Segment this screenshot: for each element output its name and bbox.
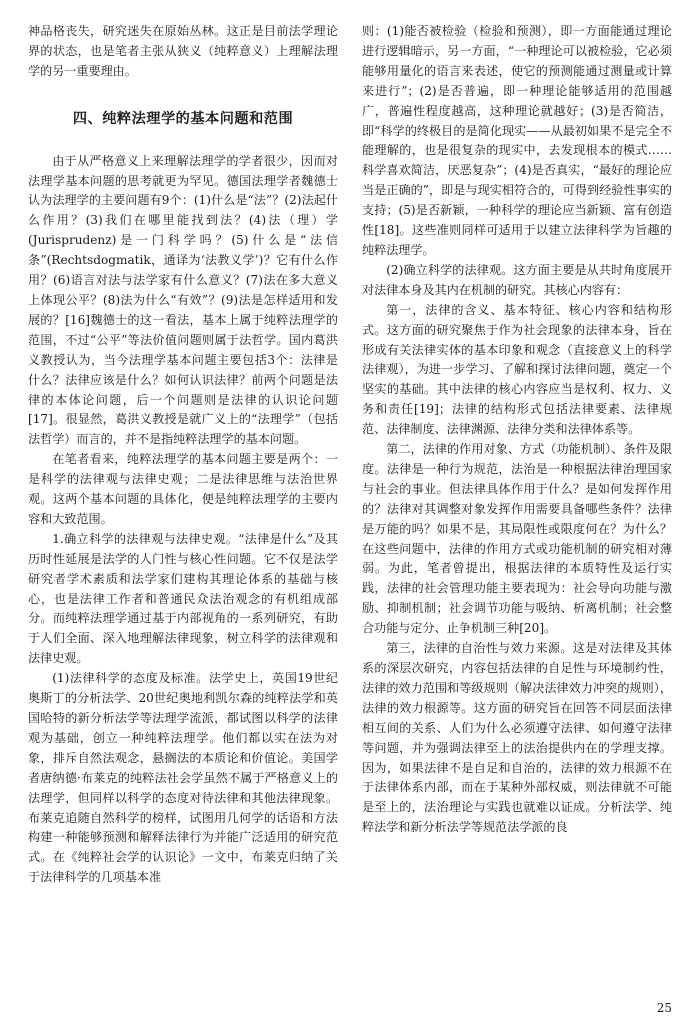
section-heading: 四、纯粹法理学的基本问题和范围 xyxy=(72,110,294,127)
page-number: 25 xyxy=(656,1001,672,1015)
paragraph-basic-questions: 由于从严格意义上来理解法理学的学者很少，因而对法理学基本问题的思考就更为罕见。德国法理学者魏德士认为法理学的主要问题有9个：(1)什么是“法”？(2)法起什么作用？(3)我们在哪里能找到法？(4)法（理）学(Jurisprudenz)是一门科学吗？(5)什么是“法信条”(Rechtsdogmatik，通译为‘法教义学’)？它有什么作用？(6)语言对法与法学家有什么意义？(7)法在多大意义上体现公平？(8)法为什么“有效”？(9)法是怎样适用和发展的？[16]魏德士的这一看法，基本上属于纯粹法理学的范围，不过“公平”等法价值问题则属于法哲学。国内葛洪义教授认为，当今法理学基本问题主要包括3个：法律是什么？法律应该是什么？如何认识法律？前两个问题是法律的本体论问题，后一个问题则是法律的认识论问题[17]。很显然，葛洪义教授是就广义上的“法理学”（包括法哲学）而言的，并不是指纯粹法理学的基本问题。 xyxy=(28,153,338,447)
paragraph-first-point: 第一，法律的含义、基本特征、核心内容和结构形式。这方面的研究聚焦于作为社会现象的法律本身，旨在形成有关法律实体的基本印象和观念（直接意义上的科学法律观），为进一步学习、了解和探讨法律问题，奠定一个坚实的基础。其中法律的核心内容应当是权利、权力、义务和责任[19]；法律的结构形式包括法律要素、法律规范、法律制度、法律渊源、法律分类和法律体系等。 xyxy=(362,302,672,437)
paragraph-legal-view: 1.确立科学的法律观与法律史观。“法律是什么”及其历时性延展是法学的人门性与核心性问题。它不仅是法学研究者学术素质和法学家们建构其理论体系的基础与核心，也是法律工作者和普通民众法治观念的有机组成部分。而纯粹法理学通过基于内部视角的一系列研究，有助于人们全面、深入地理解法律现象，树立科学的法律观和法律史观。 xyxy=(28,531,338,666)
paragraph-continued: 神品格丧失，研究迷失在原始丛林。这正是目前法学理论界的状态，也是笔者主张从狭义（纯粹意义）上理解法理学的另一重要理由。 xyxy=(28,24,338,78)
left-column xyxy=(28,22,338,888)
paragraph-third-point: 第三，法律的自治性与效力来源。这是对法律及其体系的深层次研究，内容包括法律的自足性与环境制约性，法律的效力范围和等级规则（解决法律效力冲突的规则），法律的效力根源等。这方面的研究旨在回答不同层面法律相互间的关系、人们为什么必须遵守法律、如何遵守法律等问题，并为强调法律至上的法治提供内在的学理支撑。因为，如果法律不是自足和自治的，法律的效力根源不在于法律体系内部，而在于某种外部权威，则法律就不可能是至上的，法治理论与实践也就难以证成。分析法学、纯粹法学和新分析法学等规范法学派的良 xyxy=(362,641,672,835)
paragraph-scientific-legal-view: (2)确立科学的法律观。这方面主要是从共时角度展开对法律本身及其内在机制的研究。其核心内容有： xyxy=(362,262,672,297)
right-column xyxy=(362,22,672,838)
paragraph-criteria: 则：(1)能否被检验（检验和预测），即一方面能通过理论进行逻辑暗示，另一方面，“一种理论可以被检验，它必须能够用量化的语言来表述，使它的预测能通过测量或计算来进行”；(2)是否普遍，即一种理论能够适用的范围越广，普遍性程度越高，这种理论就越好；(3)是否简洁，即“科学的终极目的是简化现实——从最初如果不是完全不能理解的，也是很复杂的现实中，去发现根本的模式……科学喜欢简洁，厌恶复杂”；(4)是否真实，“最好的理论应当是正确的”，即是与现实相符合的，可得到经验性事实的支持；(5)是否新颖，一种科学的理论应当新颖、富有创造性[18]。这些准则同样可适用于以建立法律科学为旨趣的纯粹法理学。 xyxy=(362,24,672,257)
paragraph-second-point: 第二，法律的作用对象、方式（功能机制）、条件及限度。法律是一种行为规范，法治是一种根据法律治理国家与社会的事业。但法律具体作用于什么？是如何发挥作用的？法律对其调整对象发挥作用需要具备哪些条件？法律是万能的吗？如果不是，其局限性或限度何在？为什么？在这些问题中，法律的作用方式或功能机制的研究相对薄弱。为此，笔者曾提出，根据法律的本质特性及运行实践，法律的社会管理功能主要表现为：社会导向功能与激励、抑制机制；社会调节功能与吸纳、析离机制；社会整合功能与定分、止争机制三种[20]。 xyxy=(362,442,672,636)
paragraph-author-view: 在笔者看来，纯粹法理学的基本问题主要是两个：一是科学的法律观与法律史观；二是法律思维与法治世界观。这两个基本问题的具体化，便是纯粹法理学的主要内容和大致范围。 xyxy=(28,452,338,526)
paragraph-scientific-attitude: (1)法律科学的态度及标准。法学史上，英国19世纪奥斯丁的分析法学、20世纪奥地利凯尔森的纯粹法学和英国哈特的新分析法学等法理学流派，都试图以科学的法律观为基础，创立一种纯粹法理学。他们都以实在法为对象，排斥自然法观念，悬搁法的本质论和价值论。美国学者唐纳德·布莱克的纯粹法社会学虽然不属于严格意义上的法理学，但同样以科学的态度对待法律和其他法律现象。布莱克追随自然科学的榜样，试图用几何学的话语和方法构建一种能够预测和解释法律行为并能广泛适用的研究范式。在《纯粹社会学的认识论》一文中，布莱克归纳了关于法律科学的几项基本准 xyxy=(28,671,338,885)
